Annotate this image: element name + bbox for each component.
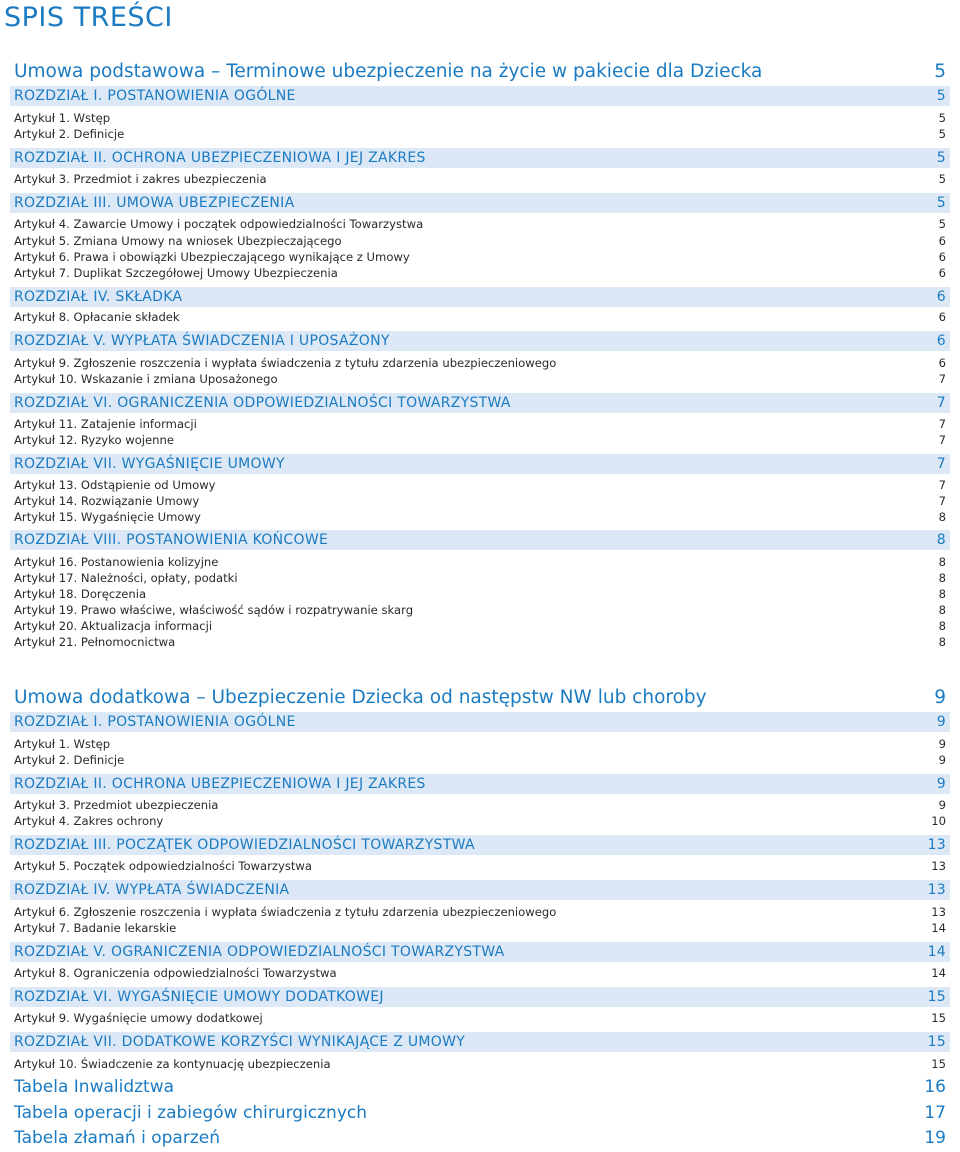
page-number: 8 [938, 635, 946, 649]
table-entry-row[interactable] [10, 1076, 950, 1098]
page-number: 7 [938, 494, 946, 508]
page-number: 8 [938, 619, 946, 633]
page-number: 9 [936, 776, 946, 792]
entry-title: ROZDZIAŁ IV. WYPŁATA ŚWIADCZENIA [14, 882, 290, 898]
chapter-row[interactable] [10, 880, 950, 900]
page-number: 17 [924, 1103, 946, 1123]
page-number: 5 [938, 217, 946, 231]
article-row[interactable] [10, 172, 950, 187]
entry-title: ROZDZIAŁ VI. OGRANICZENIA ODPOWIEDZIALNOŚCI TOWARZYSTWA [14, 395, 511, 411]
entry-title: Artykuł 17. Należności, opłaty, podatki [14, 571, 238, 585]
entry-title: Artykuł 2. Definicje [14, 753, 125, 767]
article-row[interactable] [10, 814, 950, 829]
entry-title: Tabela operacji i zabiegów chirurgicznych [14, 1103, 368, 1123]
entry-title: ROZDZIAŁ I. POSTANOWIENIA OGÓLNE [14, 714, 296, 730]
entry-title: Artykuł 6. Prawa i obowiązki Ubezpieczającego wynikające z Umowy [14, 250, 410, 264]
page-number: 6 [938, 250, 946, 264]
entry-title: Artykuł 21. Pełnomocnictwa [14, 635, 176, 649]
page-number: 13 [931, 859, 946, 873]
entry-title: Artykuł 5. Zmiana Umowy na wniosek Ubezpieczającego [14, 234, 342, 248]
page-number: 15 [927, 1034, 946, 1050]
page-number: 6 [938, 310, 946, 324]
article-row[interactable] [10, 798, 950, 813]
page-number: 8 [938, 587, 946, 601]
page-number: 13 [927, 882, 946, 898]
page-number: 6 [936, 333, 946, 349]
entry-title: ROZDZIAŁ VIII. POSTANOWIENIA KOŃCOWE [14, 532, 329, 548]
page-number: 7 [938, 372, 946, 386]
article-row[interactable] [10, 737, 950, 752]
entry-title: Artykuł 14. Rozwiązanie Umowy [14, 494, 200, 508]
page-number: 9 [934, 686, 946, 708]
page-number: 6 [938, 234, 946, 248]
article-row[interactable] [10, 905, 950, 920]
article-row[interactable] [10, 266, 950, 281]
page-number: 13 [927, 837, 946, 853]
page-number: 9 [938, 753, 946, 767]
page-number: 7 [938, 433, 946, 447]
chapter-row[interactable] [10, 774, 950, 794]
entry-title: Artykuł 13. Odstąpienie od Umowy [14, 478, 216, 492]
entry-title: Artykuł 16. Postanowienia kolizyjne [14, 555, 219, 569]
page-number: 9 [936, 714, 946, 730]
article-row[interactable] [10, 111, 950, 126]
entry-title: Artykuł 4. Zawarcie Umowy i początek odpowiedzialności Towarzystwa [14, 217, 424, 231]
page-number: 5 [936, 150, 946, 166]
article-row[interactable] [10, 921, 950, 936]
page-number: 5 [938, 111, 946, 125]
article-row[interactable] [10, 571, 950, 586]
chapter-row[interactable] [10, 530, 950, 550]
entry-title: Artykuł 9. Wygaśnięcie umowy dodatkowej [14, 1011, 263, 1025]
page-number: 8 [938, 510, 946, 524]
chapter-row[interactable] [10, 942, 950, 962]
page-number: 7 [938, 417, 946, 431]
entry-title: Artykuł 9. Zgłoszenie roszczenia i wypłata świadczenia z tytułu zdarzenia ubezpieczeniowego [14, 356, 557, 370]
entry-title: Artykuł 19. Prawo właściwe, właściwość sądów i rozpatrywanie skarg [14, 603, 414, 617]
entry-title: Artykuł 20. Aktualizacja informacji [14, 619, 213, 633]
entry-title: Artykuł 4. Zakres ochrony [14, 814, 164, 828]
table-entry-row[interactable] [10, 1127, 950, 1149]
entry-title: ROZDZIAŁ V. OGRANICZENIA ODPOWIEDZIALNOŚCI TOWARZYSTWA [14, 944, 505, 960]
article-row[interactable] [10, 494, 950, 509]
page-number: 6 [938, 356, 946, 370]
page-number: 15 [931, 1011, 946, 1025]
entry-title: Artykuł 10. Wskazanie i zmiana Uposażonego [14, 372, 278, 386]
page-number: 8 [938, 555, 946, 569]
section-heading[interactable] [10, 685, 950, 709]
article-row[interactable] [10, 1011, 950, 1026]
article-row[interactable] [10, 587, 950, 602]
page-number: 10 [931, 814, 946, 828]
article-row[interactable] [10, 510, 950, 525]
entry-title: ROZDZIAŁ IV. SKŁADKA [14, 289, 183, 305]
section-heading[interactable] [10, 59, 950, 83]
entry-title: ROZDZIAŁ II. OCHRONA UBEZPIECZENIOWA I JEJ ZAKRES [14, 150, 426, 166]
entry-title: Artykuł 7. Duplikat Szczegółowej Umowy Ubezpieczenia [14, 266, 338, 280]
chapter-row[interactable] [10, 287, 950, 307]
page-number: 5 [934, 60, 946, 82]
entry-title: Artykuł 2. Definicje [14, 127, 125, 141]
article-row[interactable] [10, 619, 950, 634]
page-number: 13 [931, 905, 946, 919]
chapter-row[interactable] [10, 454, 950, 474]
entry-title: Artykuł 8. Opłacanie składek [14, 310, 180, 324]
chapter-row[interactable] [10, 712, 950, 732]
page-number: 16 [924, 1077, 946, 1097]
article-row[interactable] [10, 356, 950, 371]
entry-title: ROZDZIAŁ VI. WYGAŚNIĘCIE UMOWY DODATKOWEJ [14, 989, 384, 1005]
entry-title: Artykuł 5. Początek odpowiedzialności Towarzystwa [14, 859, 313, 873]
chapter-row[interactable] [10, 393, 950, 413]
entry-title: ROZDZIAŁ I. POSTANOWIENIA OGÓLNE [14, 88, 296, 104]
chapter-row[interactable] [10, 987, 950, 1007]
article-row[interactable] [10, 310, 950, 325]
entry-title: Artykuł 10. Świadczenie za kontynuację ubezpieczenia [14, 1057, 331, 1071]
page-number: 8 [936, 532, 946, 548]
article-row[interactable] [10, 603, 950, 618]
page-number: 7 [936, 456, 946, 472]
page-number: 9 [938, 737, 946, 751]
chapter-row[interactable] [10, 331, 950, 351]
entry-title: ROZDZIAŁ III. POCZĄTEK ODPOWIEDZIALNOŚCI TOWARZYSTWA [14, 837, 475, 853]
page-number: 8 [938, 571, 946, 585]
page-number: 5 [938, 172, 946, 186]
article-row[interactable] [10, 417, 950, 432]
article-row[interactable] [10, 859, 950, 874]
page-number: 15 [931, 1057, 946, 1071]
article-row[interactable] [10, 433, 950, 448]
entry-title: Artykuł 6. Zgłoszenie roszczenia i wypłata świadczenia z tytułu zdarzenia ubezpieczeniowego [14, 905, 557, 919]
chapter-row[interactable] [10, 1032, 950, 1052]
article-row[interactable] [10, 753, 950, 768]
entry-title: Artykuł 3. Przedmiot i zakres ubezpieczenia [14, 172, 267, 186]
page-number: 7 [936, 395, 946, 411]
entry-title: Artykuł 1. Wstęp [14, 111, 111, 125]
article-row[interactable] [10, 966, 950, 981]
entry-title: ROZDZIAŁ III. UMOWA UBEZPIECZENIA [14, 195, 295, 211]
page-number: 9 [938, 798, 946, 812]
entry-title: Tabela złamań i oparzeń [14, 1128, 220, 1148]
table-entry-row[interactable] [10, 1102, 950, 1124]
page-title: SPIS TREŚCI [4, 2, 173, 33]
article-row[interactable] [10, 250, 950, 265]
page-number: 15 [927, 989, 946, 1005]
entry-title: Artykuł 18. Doręczenia [14, 587, 147, 601]
page-number: 19 [924, 1128, 946, 1148]
page-number: 14 [927, 944, 946, 960]
article-row[interactable] [10, 127, 950, 142]
entry-title: Artykuł 12. Ryzyko wojenne [14, 433, 174, 447]
entry-title: ROZDZIAŁ VII. DODATKOWE KORZYŚCI WYNIKAJĄCE Z UMOWY [14, 1034, 466, 1050]
entry-title: Umowa podstawowa – Terminowe ubezpieczenie na życie w pakiecie dla Dziecka [14, 60, 763, 82]
page-number: 6 [936, 289, 946, 305]
entry-title: Tabela Inwalidztwa [14, 1077, 175, 1097]
page-number: 14 [931, 921, 946, 935]
page-number: 5 [936, 88, 946, 104]
chapter-row[interactable] [10, 86, 950, 106]
entry-title: Artykuł 3. Przedmiot ubezpieczenia [14, 798, 219, 812]
entry-title: Artykuł 15. Wygaśnięcie Umowy [14, 510, 201, 524]
article-row[interactable] [10, 217, 950, 232]
entry-title: Artykuł 1. Wstęp [14, 737, 111, 751]
chapter-row[interactable] [10, 148, 950, 168]
page-number: 5 [936, 195, 946, 211]
entry-title: ROZDZIAŁ II. OCHRONA UBEZPIECZENIOWA I JEJ ZAKRES [14, 776, 426, 792]
page-number: 8 [938, 603, 946, 617]
entry-title: Artykuł 11. Zatajenie informacji [14, 417, 197, 431]
entry-title: Artykuł 8. Ograniczenia odpowiedzialności Towarzystwa [14, 966, 337, 980]
article-row[interactable] [10, 635, 950, 650]
chapter-row[interactable] [10, 193, 950, 213]
article-row[interactable] [10, 555, 950, 570]
page-number: 7 [938, 478, 946, 492]
entry-title: ROZDZIAŁ V. WYPŁATA ŚWIADCZENIA I UPOSAŻONY [14, 333, 390, 349]
page-number: 14 [931, 966, 946, 980]
entry-title: ROZDZIAŁ VII. WYGAŚNIĘCIE UMOWY [14, 456, 285, 472]
chapter-row[interactable] [10, 835, 950, 855]
page-number: 6 [938, 266, 946, 280]
article-row[interactable] [10, 478, 950, 493]
article-row[interactable] [10, 1057, 950, 1072]
page-number: 5 [938, 127, 946, 141]
entry-title: Umowa dodatkowa – Ubezpieczenie Dziecka od następstw NW lub choroby [14, 686, 707, 708]
article-row[interactable] [10, 372, 950, 387]
entry-title: Artykuł 7. Badanie lekarskie [14, 921, 177, 935]
article-row[interactable] [10, 234, 950, 249]
